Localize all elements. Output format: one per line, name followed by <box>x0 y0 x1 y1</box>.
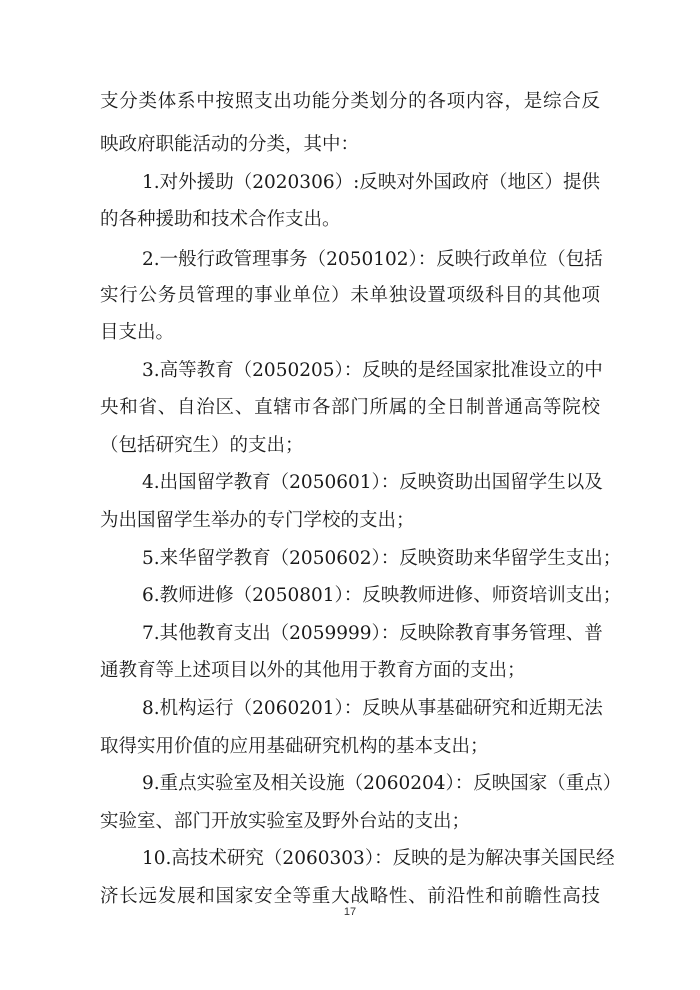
text-line: 2.一般行政管理事务（2050102）：反映行政单位（包括 <box>142 249 603 270</box>
text-line: 8.机构运行（2060201）：反映从事基础研究和近期无法 <box>142 698 603 719</box>
text-line: 1.对外援助（2020306）:反映对外国政府（地区）提供 <box>142 172 600 193</box>
text-line: 实验室、部门开放实验室及野外台站的支出； <box>100 811 471 832</box>
text-line: （包括研究生）的支出； <box>100 435 304 456</box>
text-line: 映政府职能活动的分类，其中： <box>100 134 360 155</box>
text-line: 5.来华留学教育（2050602）：反映资助来华留学生支出； <box>142 548 622 569</box>
text-line: 为出国留学生举办的专门学校的支出； <box>100 510 415 531</box>
text-line: 实行公务员管理的事业单位）未单独设置项级科目的其他项 <box>100 285 600 306</box>
text-line: 3.高等教育（2050205）：反映的是经国家批准设立的中 <box>142 360 603 381</box>
text-line: 济长远发展和国家安全等重大战略性、前沿性和前瞻性高技 <box>100 886 600 907</box>
text-line: 目支出。 <box>100 322 175 343</box>
text-line: 9.重点实验室及相关设施（2060204）：反映国家（重点） <box>142 773 622 794</box>
text-line: 央和省、自治区、直辖市各部门所属的全日制普通高等院校 <box>100 397 600 418</box>
text-line: 支分类体系中按照支出功能分类划分的各项内容，是综合反 <box>100 91 600 112</box>
page-number: 17 <box>343 906 357 918</box>
text-line: 10.高技术研究（2060303）：反映的是为解决事关国民经 <box>142 848 615 869</box>
text-line: 通教育等上述项目以外的其他用于教育方面的支出； <box>100 660 526 681</box>
text-line: 6.教师进修（2050801）：反映教师进修、师资培训支出； <box>142 585 622 606</box>
text-line: 4.出国留学教育（2050601）：反映资助出国留学生以及 <box>142 472 603 493</box>
text-line: 的各种援助和技术合作支出。 <box>100 209 341 230</box>
text-line: 7.其他教育支出（2059999）：反映除教育事务管理、普 <box>142 623 603 644</box>
text-line: 取得实用价值的应用基础研究机构的基本支出； <box>100 736 489 757</box>
